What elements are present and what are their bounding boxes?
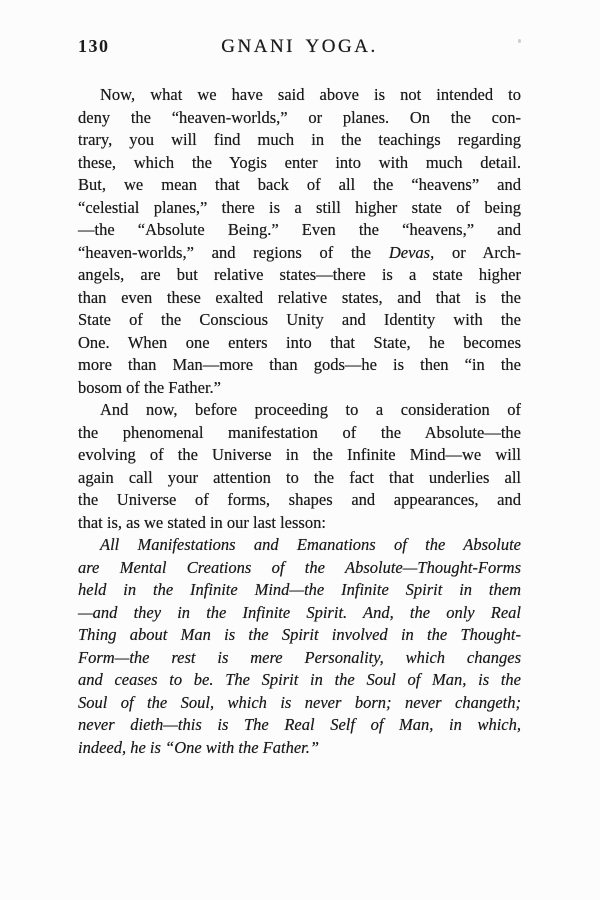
text-segment: State of the Conscious Unity and Identity with the xyxy=(78,310,521,329)
text-segment: trary, you will find much in the teachings regarding xyxy=(78,130,521,149)
page-number: 130 xyxy=(78,36,110,56)
text-line xyxy=(78,534,521,557)
text-line xyxy=(78,129,521,152)
text-segment: than even these exalted relative states, and that is the xyxy=(78,287,521,307)
text-segment: One. When one enters into that State, he becomes xyxy=(78,332,521,352)
text-line xyxy=(78,579,521,602)
text-block xyxy=(78,84,521,759)
text-segment: And now, before proceeding to a consideration of xyxy=(100,400,521,419)
page-header xyxy=(78,36,521,58)
text-segment: Now, what we have said above is not intended to xyxy=(100,85,521,104)
text-line xyxy=(78,354,521,377)
text-line xyxy=(78,197,521,220)
text-segment: But, we mean that back of all the “heavens” and xyxy=(78,175,521,194)
text-segment: Soul of the Soul, which is never born; never changeth; xyxy=(78,692,521,712)
text-segment: deny the “heaven-worlds,” or planes. On the con- xyxy=(78,107,521,127)
italic-term: Devas, xyxy=(388,242,435,262)
text-segment: bosom of the Father.” xyxy=(78,377,221,397)
para-all-manifestations xyxy=(78,534,521,759)
text-line xyxy=(78,377,521,400)
text-segment: “celestial planes,” there is a still higher state of being xyxy=(78,197,521,217)
text-line xyxy=(78,174,521,197)
text-segment: the Universe of forms, shapes and appearances, and xyxy=(78,490,521,509)
text-line xyxy=(78,287,521,310)
text-line xyxy=(78,264,521,287)
text-line xyxy=(78,84,521,107)
para-heaven-worlds xyxy=(78,84,521,399)
text-segment: and ceases to be. The Spirit in the Soul of Man, is the xyxy=(78,670,521,689)
text-line xyxy=(78,467,521,490)
text-segment: are Mental Creations of the Absolute—Thought-Forms xyxy=(78,557,521,577)
text-line xyxy=(78,444,521,467)
text-segment: Thing about Man is the Spirit involved in the Thought- xyxy=(78,625,521,644)
text-segment: angels, are but relative states—there is a state higher xyxy=(78,265,521,284)
text-segment: more than Man—more than gods—he is then “in the xyxy=(78,355,521,374)
text-line xyxy=(78,242,521,265)
text-segment: evolving of the Universe in the Infinite Mind—we will xyxy=(78,445,521,464)
text-line xyxy=(78,557,521,580)
text-line xyxy=(78,152,521,175)
text-segment: —the “Absolute Being.” Even the “heavens,” and xyxy=(78,220,521,239)
text-line xyxy=(78,714,521,737)
text-line xyxy=(78,669,521,692)
text-segment: again call your attention to the fact that underlies all xyxy=(78,467,521,487)
text-segment: “heaven-worlds,” and regions of the xyxy=(78,242,389,262)
text-segment: never dieth—this is The Real Self of Man, in which, xyxy=(78,715,521,734)
text-line xyxy=(78,107,521,130)
text-line xyxy=(78,692,521,715)
text-line xyxy=(78,399,521,422)
text-segment: or Arch- xyxy=(434,242,521,262)
text-segment: All Manifestations and Emanations of the Absolute xyxy=(100,535,521,554)
scan-speck xyxy=(518,39,521,43)
text-line xyxy=(78,332,521,355)
text-segment: held in the Infinite Mind—the Infinite Spirit in them xyxy=(78,580,521,599)
text-segment: indeed, he is “One with the Father.” xyxy=(78,737,320,757)
text-line xyxy=(78,422,521,445)
text-segment: that is, as we stated in our last lesson: xyxy=(78,512,326,532)
text-segment: the phenomenal manifestation of the Absolute—the xyxy=(78,422,521,442)
text-line xyxy=(78,647,521,670)
text-line xyxy=(78,489,521,512)
para-and-now xyxy=(78,399,521,534)
running-title: GNANI YOGA. xyxy=(221,36,378,57)
text-segment: —and they in the Infinite Spirit. And, the only Real xyxy=(78,602,521,622)
text-line xyxy=(78,737,521,760)
text-line xyxy=(78,309,521,332)
text-segment: these, which the Yogis enter into with much detail. xyxy=(78,152,521,172)
text-line xyxy=(78,219,521,242)
text-line xyxy=(78,624,521,647)
text-line xyxy=(78,602,521,625)
text-segment: Form—the rest is mere Personality, which changes xyxy=(78,647,521,667)
text-line xyxy=(78,512,521,535)
